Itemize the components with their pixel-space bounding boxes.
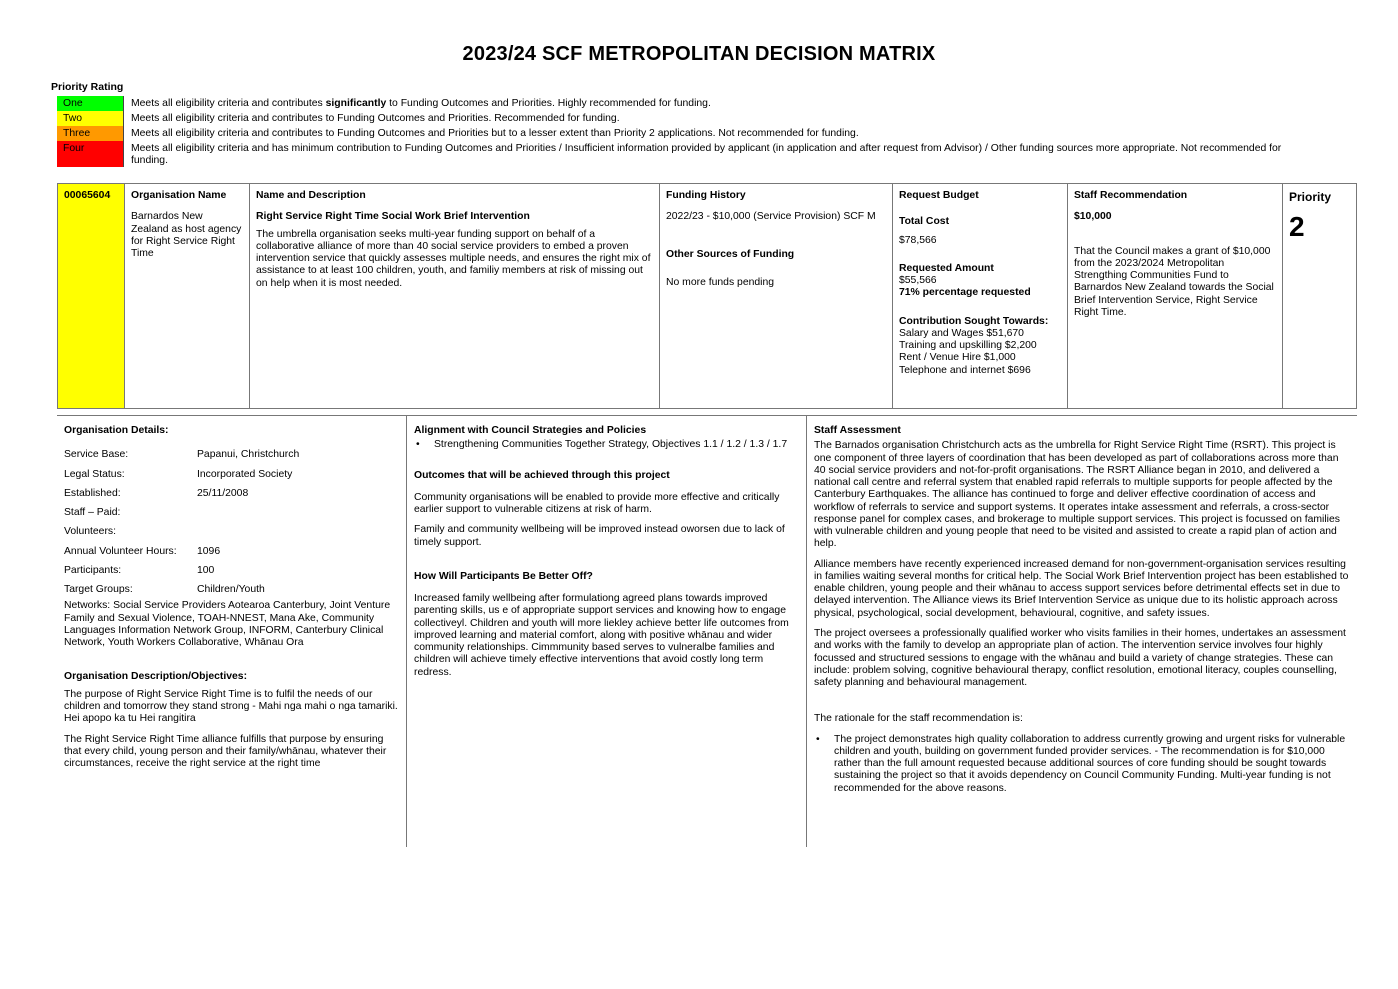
detail-key: Staff – Paid: — [64, 507, 121, 519]
detail-row — [64, 469, 399, 481]
detail-row — [64, 449, 399, 461]
detail-value: 25/11/2008 — [197, 487, 249, 499]
total-cost: $78,566 — [899, 234, 937, 246]
assessment-paragraph: Alliance members have recently experienced increased demand for non-government-organisation services resulting in families waiting several months for critical help. The Social Work Brief Intervention project has been established to enable children, young people and their whānau to access support services before detrimental effects set in due to delayed intervention. The Alliance views its Brief Intervention Service as unique due to its holistic approach across physical, psychological, social development, behavioural, cognitive, and safety issues. — [814, 558, 1349, 619]
contribution-item: Telephone and internet $696 — [899, 364, 1031, 376]
detail-key: Participants: — [64, 564, 122, 576]
detail-value: 1096 — [197, 545, 221, 557]
detail-row — [64, 488, 399, 500]
priority-text-one-post: to Funding Outcomes and Priorities. Highly recommended for funding. — [386, 98, 711, 109]
priority-value: 2 — [1289, 211, 1305, 243]
rationale-bullet — [814, 734, 1350, 795]
budget-heading: Request Budget — [899, 190, 979, 201]
detail-key: Legal Status: — [64, 468, 125, 480]
recommendation-heading: Staff Recommendation — [1074, 190, 1188, 201]
priority-row-four — [57, 141, 1307, 168]
priority-swatch-three: Three — [57, 126, 124, 141]
detail-key: Service Base: — [64, 449, 129, 461]
recommendation-amount: $10,000 — [1074, 211, 1112, 223]
outcome-text: Community organisations will be enabled to provide more effective and critically earlier support to vulnerable citizens at risk of harm. — [414, 491, 780, 516]
funding-history-heading: Funding History — [666, 190, 746, 201]
alignment-column — [407, 416, 807, 847]
alignment-heading: Alignment with Council Strategies and Policies — [414, 425, 647, 436]
priority-text-one-pre: Meets all eligibility criteria and contributes — [131, 98, 326, 109]
detail-value: 100 — [197, 564, 215, 576]
priority-text-three: Meets all eligibility criteria and contributes to Funding Outcomes and Priorities but to a lesser extent than Priority 2 applications. Not recommended for funding. — [131, 128, 859, 139]
priority-swatch-four: Four — [57, 141, 124, 167]
application-summary-table — [57, 183, 1357, 409]
priority-row-two — [57, 111, 1307, 126]
requested-amount-label: Requested Amount — [899, 262, 994, 274]
bullet-icon: • — [816, 733, 820, 745]
staff-recommendation-cell — [1068, 184, 1283, 408]
detail-key: Annual Volunteer Hours: — [64, 545, 177, 557]
rationale-intro: The rationale for the staff recommendation is: — [814, 713, 1023, 725]
staff-assessment-column — [807, 416, 1357, 847]
contribution-label: Contribution Sought Towards: — [899, 315, 1049, 327]
application-id: 00065604 — [58, 184, 125, 408]
priority-row-one — [57, 96, 1307, 111]
organisation-description: The purpose of Right Service Right Time is to fulfil the needs of our children and tomorrow they stand strong - Mahi nga mahi o nga tamariki. Hei apopo ka tu Hei rangitira — [64, 688, 398, 725]
detail-row — [64, 565, 399, 577]
priority-heading: Priority — [1289, 190, 1332, 204]
detail-row — [64, 584, 399, 596]
requested-amount: $55,566 — [899, 275, 937, 287]
request-budget-cell — [893, 184, 1068, 408]
page-title: 2023/24 SCF METROPOLITAN DECISION MATRIX — [462, 43, 936, 65]
organisation-name-cell — [125, 184, 250, 408]
priority-swatch-one: One — [57, 96, 124, 111]
contribution-item: Salary and Wages $51,670 — [899, 327, 1024, 339]
detail-key: Target Groups: — [64, 584, 133, 596]
organisation-details-heading: Organisation Details: — [64, 425, 169, 436]
organisation-description-heading: Organisation Description/Objectives: — [64, 671, 248, 683]
alignment-bullet-text: Strengthening Communities Together Strategy, Objectives 1.1 / 1.2 / 1.3 / 1.7 — [434, 439, 788, 451]
total-cost-label: Total Cost — [899, 216, 950, 228]
assessment-paragraph: The project oversees a professionally qualified worker who visits families in their homes, undertakes an assessment and works with the family to develop an appropriate plan of action. The intervention service involves four highly focussed and structured sessions to engage with the whānau and build a variety of change strategies. These can include: problem solving, cognitive behavioural therapy, conflict resolution, emotional literacy, couples counselling, safety planning and behavioural management. — [814, 627, 1346, 689]
organisation-details-column — [57, 416, 407, 847]
details-section — [57, 415, 1357, 847]
organisation-name-heading: Organisation Name — [131, 190, 227, 201]
bullet-icon: • — [416, 439, 420, 451]
detail-key: Established: — [64, 487, 121, 499]
detail-value: Incorporated Society — [197, 468, 293, 480]
description-cell — [250, 184, 660, 408]
priority-rating-heading: Priority Rating — [51, 81, 124, 93]
networks: Networks: Social Service Providers Aotearoa Canterbury, Joint Venture Family and Sexual Violence, TOAH-NNEST, Mana Ake, Community Languages Information Network Group, INFORM, Canterbury Clinical Network, Youth Workers Collaborative, Whānau Ora — [64, 600, 391, 649]
project-description: The umbrella organisation seeks multi-year funding support on behalf of a collaborative alliance of more than 40 social service providers to embed a proven intervention service that quickly assesses multiple needs, and ensures the right mix of assistance to at least 100 children, youth, and familiy members at risk of missing out on help when it is most needed. — [256, 228, 651, 289]
priority-text-one — [124, 96, 1307, 110]
priority-row-three — [57, 126, 1307, 141]
detail-row — [64, 507, 399, 519]
better-off-heading: How Will Participants Be Better Off? — [414, 570, 593, 582]
rationale-text: The project demonstrates high quality collaboration to address currently growing and urgent risks for vulnerable children and youth, building on government funded provider services. - The recommendation is for $10,000 rather than the full amount requested because additional sources of core funding should be sought towards sustaining the project so that it avoids dependency on Council Community Funding. Multi-year funding is not recommended for the above reasons. — [834, 733, 1346, 794]
description-heading: Name and Description — [256, 190, 366, 201]
funding-history-cell — [660, 184, 893, 408]
alignment-bullet — [414, 439, 799, 451]
detail-value: Papanui, Christchurch — [197, 449, 300, 461]
outcomes-heading: Outcomes that will be achieved through this project — [414, 469, 670, 481]
priority-cell — [1283, 184, 1356, 408]
outcome-text: Family and community wellbeing will be improved instead oworsen due to lack of timely support. — [414, 524, 785, 548]
priority-text-two: Meets all eligibility criteria and contributes to Funding Outcomes and Priorities. Recommended for funding. — [131, 113, 620, 124]
organisation-objectives: The Right Service Right Time alliance fulfills that purpose by ensuring that every child, young person and their family/whānau, whatever their circumstances, receive the right service at the right time — [64, 733, 387, 770]
organisation-name: Barnardos New Zealand as host agency for Right Service Right Time — [131, 211, 242, 260]
priority-text-one-bold: significantly — [325, 98, 387, 109]
detail-value: Children/Youth — [197, 584, 265, 596]
detail-key: Volunteers: — [64, 526, 116, 538]
recommendation-text: That the Council makes a grant of $10,000 from the 2023/2024 Metropolitan Strengthing Communities Fund to Barnardos New Zealand towards the Social Brief Intervention Service, Right Service Right Time. — [1074, 245, 1274, 318]
assessment-paragraph: The Barnados organisation Christchurch acts as the umbrella for Right Service Right Time (RSRT). This project is one component of three layers of coordination that has been developed as part of collaborations across more than 40 social service providers and not-for-profit organisations. The RSRT Alliance began in 2010, and delivered a national call centre and referral system that enabled rapid referrals to multiple supports for people affected by the Canterbury Earthquakes. The alliance has continued to forge and deliver effective coordination of access and workflow of referrals to service and support systems. It operates intake assessment and referrals, a cross-sector response panel for complex cases, and brokerage to multiple support services. This project is focussed on families with vulnerable children and young people that need to be visited and assisted to create a rapid plan of action and help. — [814, 440, 1340, 550]
project-name: Right Service Right Time Social Work Brief Intervention — [256, 211, 530, 223]
percentage-requested: 71% percentage requested — [899, 287, 1031, 299]
priority-swatch-two: Two — [57, 111, 124, 126]
priority-rating-legend — [57, 96, 1307, 168]
other-funding: No more funds pending — [666, 276, 775, 288]
contribution-item: Rent / Venue Hire $1,000 — [899, 352, 1016, 364]
staff-assessment-heading: Staff Assessment — [814, 425, 901, 436]
better-off-text: Increased family wellbeing after formulationg agreed plans towards improved parenting skills, us e of appropriate support services and knowing how to engage collectiveyl. Children and youth will more liekley achieve better life outcomes from improved learning and material comfort, along with positive whānau and wider community relationships. Cimmmunity based serves to vulneralbe families and children will achieve timely effective interventions that avoid costly long term redress. — [414, 593, 789, 678]
detail-row — [64, 546, 399, 558]
priority-text-four: Meets all eligibility criteria and has minimum contribution to Funding Outcomes and Priorities / Insufficient information provided by applicant (in application and after request from Advisor) / Other funding sources more appropriate. Not recommended for funding. — [131, 143, 1282, 167]
detail-row — [64, 526, 399, 538]
funding-history: 2022/23 - $10,000 (Service Provision) SCF M — [666, 211, 876, 223]
contribution-item: Training and upskilling $2,200 — [899, 340, 1037, 352]
other-funding-heading: Other Sources of Funding — [666, 248, 795, 260]
